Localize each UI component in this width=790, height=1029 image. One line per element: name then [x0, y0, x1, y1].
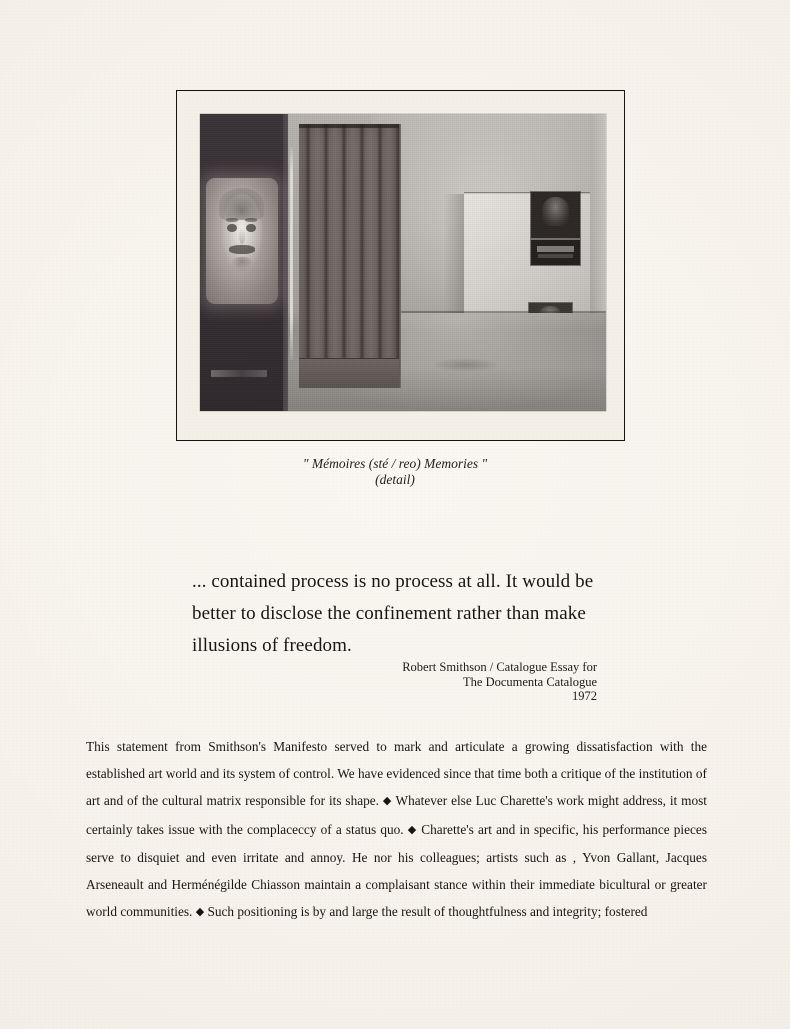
body-text: [86, 733, 707, 926]
attribution-line-1: Robert Smithson / Catalogue Essay for: [402, 660, 597, 674]
pull-quote: ... contained process is no process at all. It would be better to disclose the confinement rather than make illusions of freedom.: [192, 571, 594, 656]
framed-photograph: [176, 90, 625, 441]
diamond-bullet-icon: ◆: [195, 906, 205, 919]
body-segment-4: Such positioning is by and large the result of thoughtfulness and integrity; fostered: [204, 904, 648, 920]
poster-band-lower: [538, 254, 573, 258]
attribution-line-2: The Documenta Catalogue: [463, 674, 597, 689]
framed-poster-upper: [531, 192, 580, 238]
wall-text-fragment: [211, 370, 268, 377]
framed-poster-middle: [531, 240, 580, 265]
photo-caption: [0, 456, 790, 488]
diamond-bullet-icon: ◆: [382, 795, 392, 808]
caption-subtitle: (detail): [375, 472, 415, 487]
face-nose: [239, 228, 245, 244]
face-hair: [219, 188, 264, 220]
light-strip: [290, 147, 293, 361]
diamond-bullet-icon: ◆: [407, 823, 418, 836]
body-segment-3: Charette's art and in specific, his performance pieces serve to disquiet and even irritate and annoy. He nor his colleagues; artists such as , Yvon Gallant, Jacques Arseneault and Herménégilde Chiasson maintain a complaisant stance within their immediate bicultural or greater world communities.: [86, 821, 708, 920]
quote-attribution: [402, 660, 597, 704]
photograph-image: [200, 114, 606, 411]
dark-wall-edge: [283, 114, 288, 411]
floor-wall-junction: [387, 311, 606, 313]
partition-top-rail: [299, 124, 398, 128]
body-paragraph: [86, 733, 707, 926]
face-brow-left: [226, 218, 238, 222]
poster-band: [537, 246, 574, 252]
partition-slats: [299, 124, 398, 388]
caption-title: " Mémoires (sté / reo) Memories ": [302, 456, 488, 471]
body-segment-1: This statement from Smithson's Manifesto served to mark and articulate a growing dissatisfaction with the established art world and its system of control. We have evidenced since that time both a critique of the institution of art and of the cultural matrix responsible for its shape.: [86, 739, 707, 809]
body-segment-2: Whatever else Luc Charette's work might address, it most certainly takes issue with the complaceccy of a status quo.: [86, 793, 707, 837]
partition-right-edge: [399, 124, 401, 388]
video-monitor: [206, 178, 278, 304]
monitor-face-image: [212, 188, 273, 289]
accordion-partition: [299, 124, 398, 388]
attribution-line-3: 1972: [572, 689, 597, 703]
partition-base: [299, 358, 398, 388]
poster-figure: [542, 197, 569, 226]
face-chin: [231, 257, 253, 271]
face-moustache: [229, 245, 254, 253]
